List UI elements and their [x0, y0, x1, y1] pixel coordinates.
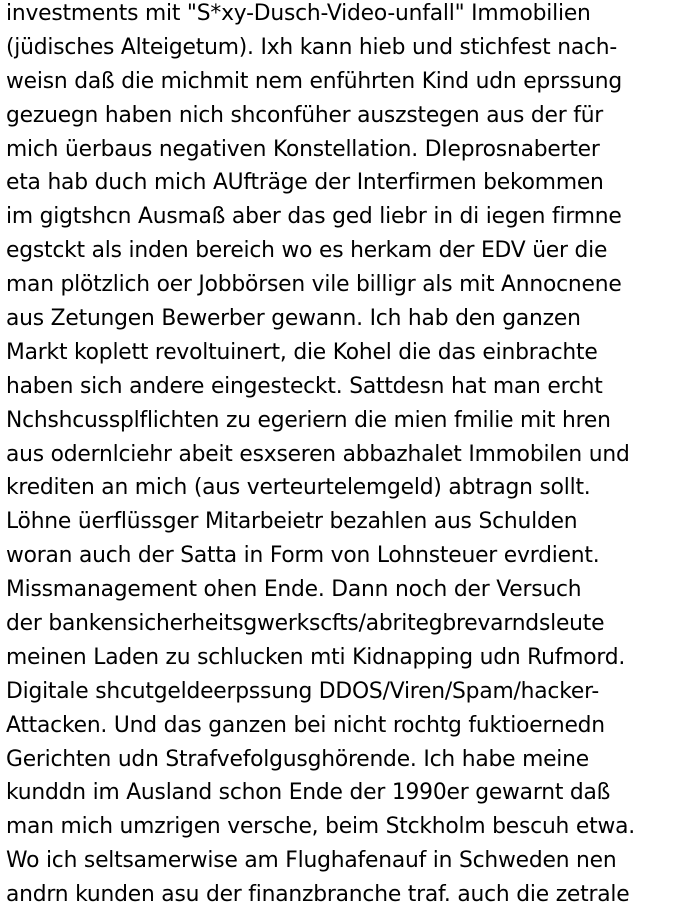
text-line: Löhne üerflüssger Mitarbeietr bezahlen aus Schulden [6, 509, 578, 535]
text-line: investments mit "S*xy-Dusch-Video-unfall" Immobilien [6, 1, 591, 26]
text-line: Digitale shcutgeldeerpssung DDOS/Viren/Spam/hacker- [6, 678, 600, 704]
text-line: mich üerbaus negativen Konstellation. DIeprosnaberter [6, 136, 600, 162]
text-line: egstckt als inden bereich wo es herkam der EDV üer die [6, 238, 608, 264]
text-line: aus Zetungen Bewerber gewann. Ich hab den ganzen [6, 306, 581, 332]
text-line: kunddn im Ausland schon Ende der 1990er gewarnt daß [6, 780, 611, 806]
text-line: krediten an mich (aus verteurtelemgeld) abtragn sollt. [6, 475, 591, 501]
text-line: Gerichten udn Strafvefolgusghörende. Ich habe meine [6, 746, 589, 772]
text-line: weisn daß die michmit nem enführten Kind udn eprssung [6, 68, 623, 94]
text-line: (jüdisches Alteigetum). Ixh kann hieb und stichfest nach- [6, 34, 618, 60]
text-line: im gigtshcn Ausmaß aber das ged liebr in di iegen firmne [6, 204, 622, 230]
text-line: Wo ich seltsamerwise am Flughafenauf in Schweden nen [6, 848, 617, 874]
text-line: andrn kunden asu der finanzbranche traf. auch die zetrale [6, 882, 630, 908]
text-line: Markt koplett revoltuinert, die Kohel die das einbrachte [6, 339, 598, 365]
text-line: eta hab duch mich AUfträge der Interfirmen bekommen [6, 170, 604, 196]
text-line: Missmanagement ohen Ende. Dann noch der Versuch [6, 577, 582, 603]
text-line: woran auch der Satta in Form von Lohnsteuer evrdient. [6, 543, 600, 569]
text-line: der bankensicherheitsgwerkscfts/abritegbrevarndsleute [6, 611, 605, 637]
text-line: gezuegn haben nich shconfüher auszstegen aus der für [6, 102, 604, 128]
text-line: Nchshcussplflichten zu egeriern die mien fmilie mit hren [6, 407, 611, 433]
text-line: man mich umzrigen versche, beim Stckholm bescuh etwa. [6, 814, 635, 840]
text-line: meinen Laden zu schlucken mti Kidnapping udn Rufmord. [6, 644, 626, 670]
text-line: haben sich andere eingesteckt. Sattdesn hat man ercht [6, 373, 603, 399]
text-line: Attacken. Und das ganzen bei nicht rochtg fuktioernedn [6, 712, 605, 738]
document-text-block [6, 0, 684, 912]
text-line: aus odernlciehr abeit esxseren abbazhalet Immobilen und [6, 441, 630, 467]
text-line: man plötzlich oer Jobbörsen vile billigr als mit Annocnene [6, 272, 622, 298]
